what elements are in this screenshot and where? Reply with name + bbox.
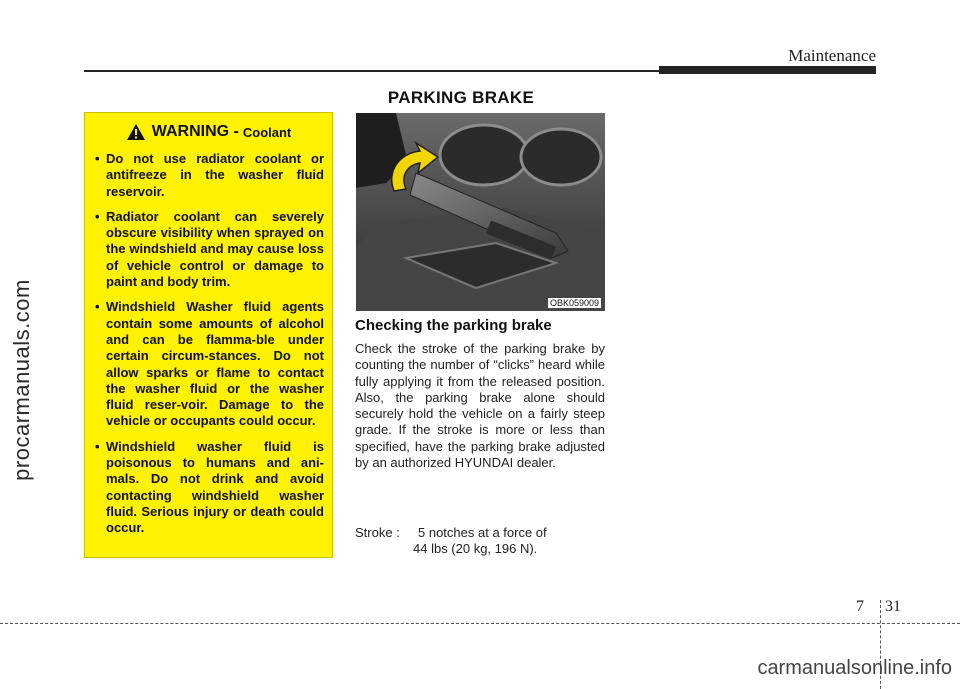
side-watermark	[2, 260, 42, 500]
side-watermark-text: procarmanuals.com	[9, 279, 34, 481]
warning-item: • Windshield washer fluid is poisonous to humans and ani-mals. Do not drink and avoid contacting windshield washer fluid. Serious injury or death could occur.	[93, 439, 324, 537]
warning-triangle-icon	[126, 123, 146, 141]
warning-box	[84, 112, 333, 558]
section-title: PARKING BRAKE	[387, 88, 535, 107]
stroke-value-continued: 44 lbs (20 kg, 196 N).	[413, 541, 538, 557]
stroke-value: 5 notches at a force of	[418, 525, 547, 540]
footer-rule	[0, 623, 960, 624]
header-rule-thin	[84, 70, 660, 72]
warning-label: WARNING -	[151, 123, 239, 140]
body-paragraph: Check the stroke of the parking brake by counting the number of “clicks” heard while fully applying it from the released position. Also, the parking brake alone should securely hold the vehicle on a fairly steep grade. If the stroke is more or less than specified, have the parking brake adjusted by an authorized HYUNDAI dealer.	[355, 341, 605, 471]
warning-item: • Do not use radiator coolant or antifreeze in the washer fluid reservoir.	[93, 151, 324, 200]
chapter-number: 7	[856, 598, 864, 615]
warning-list	[93, 151, 324, 537]
page-number: 31	[885, 598, 901, 615]
parking-brake-illustration	[356, 113, 605, 311]
stroke-spec	[355, 525, 605, 558]
bottom-watermark: carmanualsonline.info	[757, 657, 952, 679]
figure-code: OBK059009	[549, 298, 599, 308]
warning-heading	[93, 123, 324, 141]
subsection-heading: Checking the parking brake	[355, 317, 552, 334]
warning-item: • Windshield Washer fluid agents contain some amounts of alcohol and can be flamma-ble under certain circum-stances. Do not allow sparks or flame to contact the washer fluid or the washer fluid reser-voir. Damage to the vehicle or occupants could occur.	[93, 299, 324, 429]
parking-brake-photo	[356, 113, 605, 311]
chapter-header-title: Maintenance	[788, 46, 876, 65]
warning-topic: Coolant	[242, 124, 292, 140]
stroke-label: Stroke :	[355, 525, 400, 540]
warning-item: • Radiator coolant can severely obscure visibility when sprayed on the windshield and may cause loss of vehicle control or damage to paint and body trim.	[93, 209, 324, 290]
header-rule-thick	[659, 66, 876, 74]
